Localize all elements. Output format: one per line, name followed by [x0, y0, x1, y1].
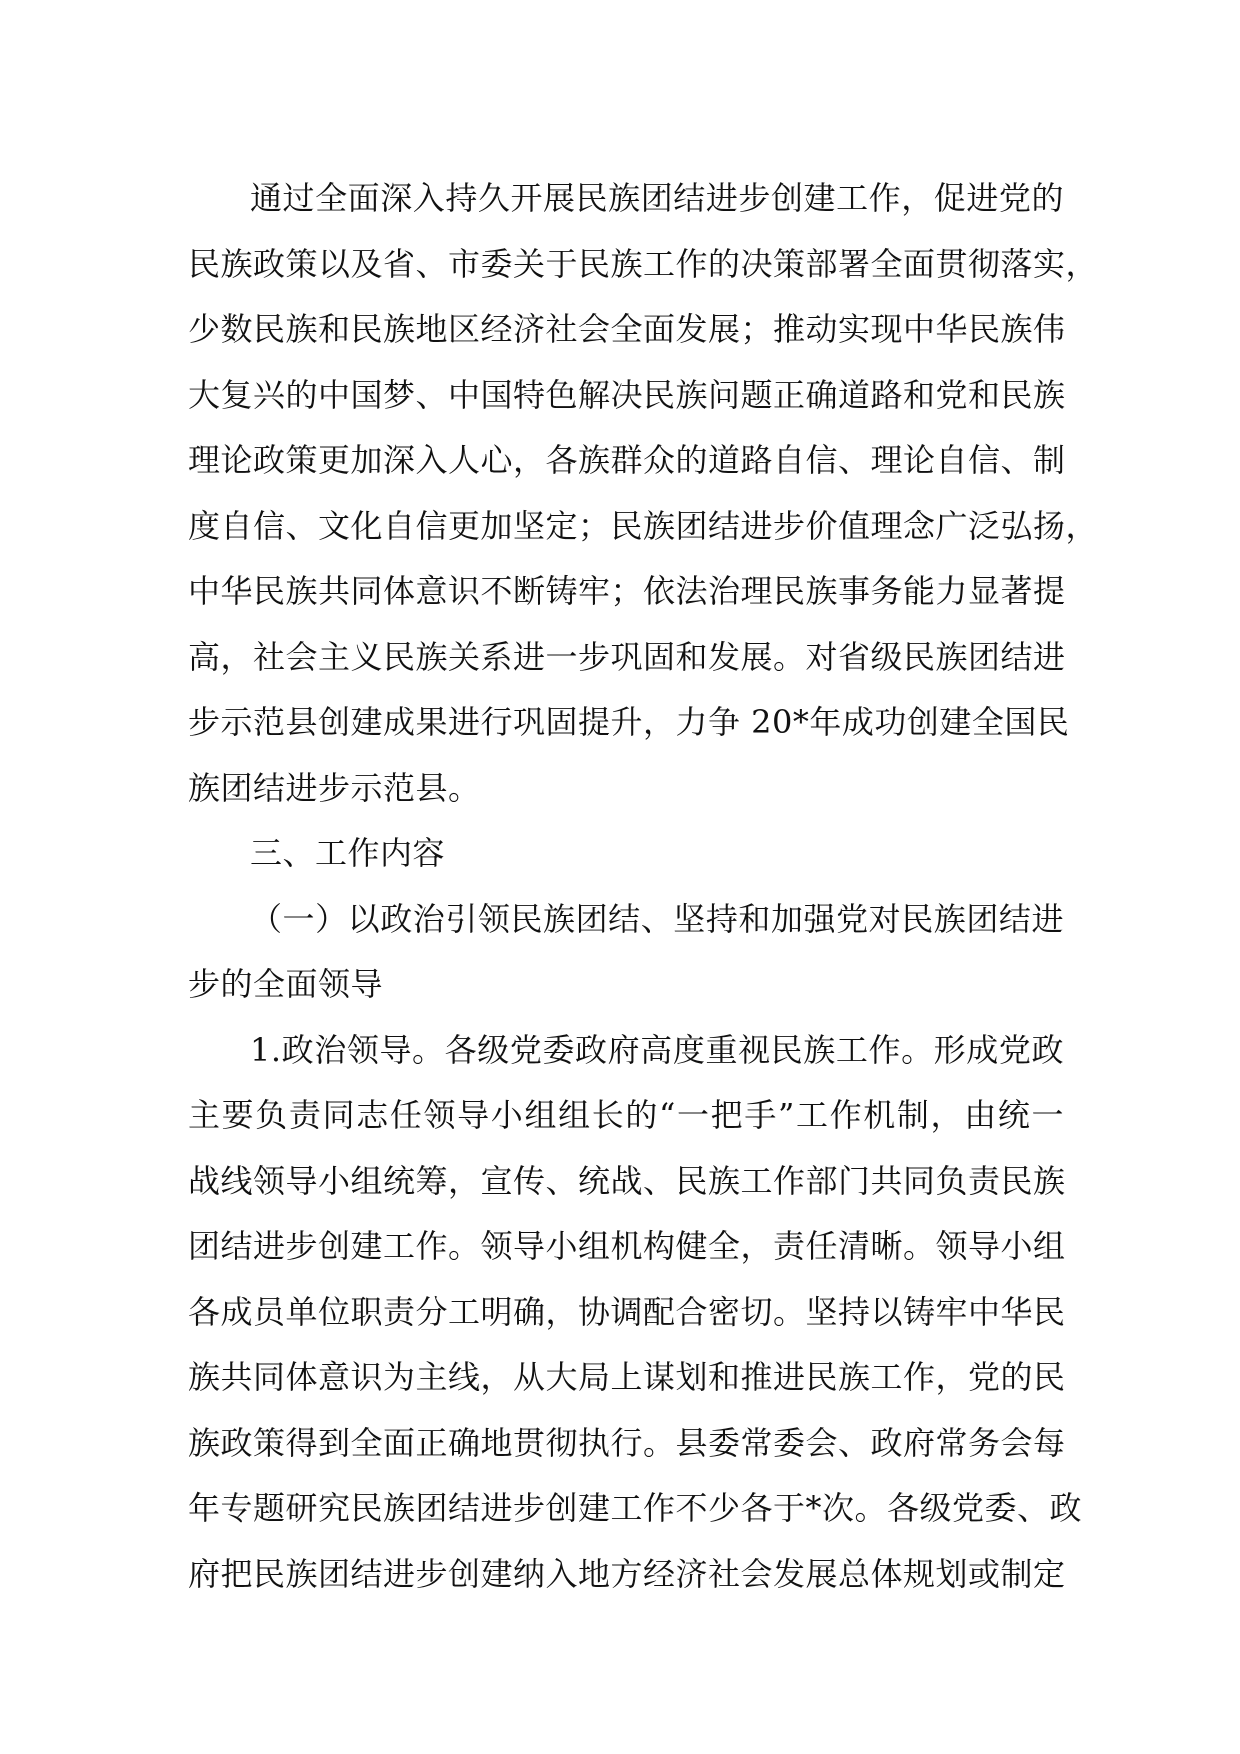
paragraph-line: 族团结进步示范县。	[188, 768, 481, 807]
paragraph-line: 主要负责同志任领导小组组长的“一把手”工作机制，由统一	[188, 1096, 1064, 1134]
paragraph-line: 步示范县创建成果进行巩固提升，力争 20*年成功创建全国民	[188, 703, 1070, 741]
paragraph-line: 年专题研究民族团结进步创建工作不少各于*次。各级党委、政	[188, 1489, 1083, 1527]
paragraph-line: 理论政策更加深入人心，各族群众的道路自信、理论自信、制	[188, 441, 1066, 479]
subsection-heading-continued: 步的全面领导	[188, 965, 384, 1003]
paragraph-line: 1.政治领导。各级党委政府高度重视民族工作。形成党政	[250, 1030, 1064, 1069]
paragraph-line: 通过全面深入持久开展民族团结进步创建工作，促进党的	[250, 179, 1064, 217]
paragraph-line: 中华民族共同体意识不断铸牢；依法治理民族事务能力显著提	[188, 572, 1066, 610]
paragraph-line: 高，社会主义民族关系进一步巩固和发展。对省级民族团结进	[188, 637, 1066, 676]
paragraph-line: 族共同体意识为主线，从大局上谋划和推进民族工作，党的民	[188, 1358, 1066, 1396]
subsection-heading: （一）以政治引领民族团结、坚持和加强党对民族团结进	[250, 899, 1064, 938]
paragraph-line: 府把民族团结进步创建纳入地方经济社会发展总体规划或制定	[188, 1554, 1066, 1593]
paragraph-line: 大复兴的中国梦、中国特色解决民族问题正确道路和党和民族	[188, 375, 1066, 414]
paragraph-line: 度自信、文化自信更加坚定；民族团结进步价值理念广泛弘扬，	[188, 506, 1099, 545]
paragraph-line: 少数民族和民族地区经济社会全面发展；推动实现中华民族伟	[188, 310, 1066, 348]
section-heading: 三、工作内容	[250, 834, 446, 872]
paragraph-line: 战线领导小组统筹，宣传、统战、民族工作部门共同负责民族	[188, 1161, 1066, 1200]
paragraph-line: 族政策得到全面正确地贯彻执行。县委常委会、政府常务会每	[188, 1423, 1066, 1462]
paragraph-line: 团结进步创建工作。领导小组机构健全，责任清晰。领导小组	[188, 1227, 1066, 1265]
paragraph-line: 民族政策以及省、市委关于民族工作的决策部署全面贯彻落实，	[188, 244, 1099, 283]
paragraph-line: 各成员单位职责分工明确，协调配合密切。坚持以铸牢中华民	[188, 1292, 1066, 1331]
document-body	[188, 166, 1099, 1607]
